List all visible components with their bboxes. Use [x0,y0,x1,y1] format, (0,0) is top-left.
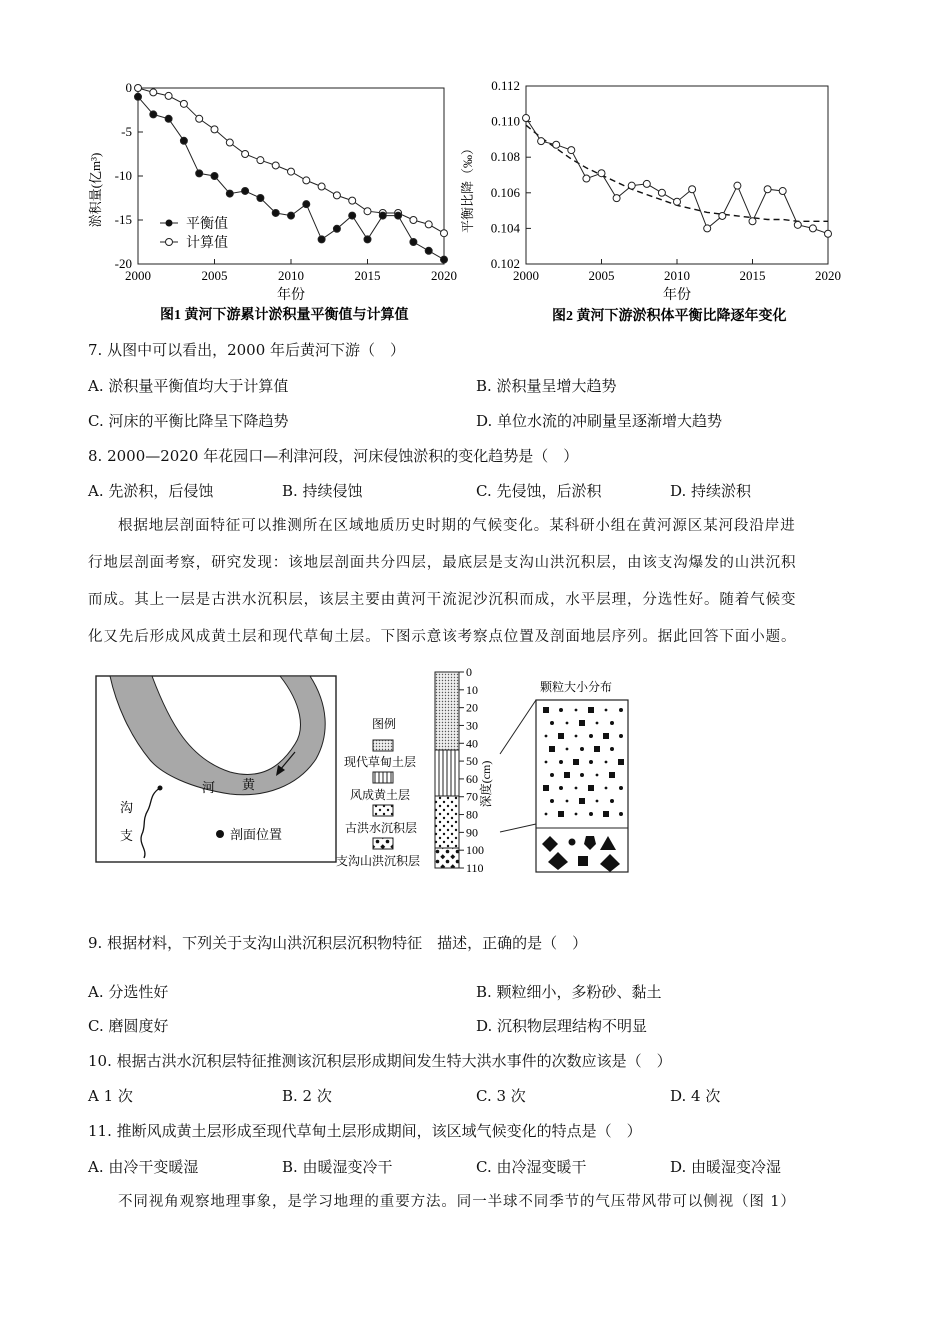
grain-size-title: 颗粒大小分布 [540,680,613,694]
q10-option-d[interactable]: D. 4 次 [670,1087,721,1105]
stratigraphic-column [435,672,459,868]
q7-option-c[interactable]: C. 河床的平衡比降呈下降趋势 [88,412,289,430]
q8-option-c[interactable]: C. 先侵蚀，后淤积 [476,482,602,500]
fig1-calc-point-2010 [288,168,295,175]
site-map-and-profile [90,664,640,878]
passage-line-4: 化又先后形成风成黄土层和现代草甸土层。下图示意该考察点位置及剖面地层序列。据此回答下面小题。 [88,629,797,645]
f1-xtick-label-3: 2015 [354,268,381,283]
fig1-calc-point-2008 [257,157,264,164]
q11-option-a[interactable]: A. 由冷干变暖湿 [88,1158,199,1176]
fig1-calc-point-2007 [242,151,249,158]
q9-stem: 9. 根据材料，下列关于支沟山洪沉积层沉积物特征 描述，正确的是（ ） [88,934,588,952]
fig1-ylabel: 淤积量(亿m³) [88,152,103,228]
f2-xtick-label-0: 2000 [513,268,539,283]
gully-label-2: 支 [120,828,134,843]
q11-option-c[interactable]: C. 由冷湿变暖干 [476,1158,587,1176]
fig2-ylabel: 平衡比降（‰） [460,141,475,233]
fig1-balance-point-2000 [135,93,142,100]
fig1-balance-point-2005 [211,173,218,180]
fig1-calc-point-2011 [303,177,310,184]
q11-stem: 11. 推断风成黄土层形成至现代草甸土层形成期间，该区域气候变化的特点是（ ） [88,1122,642,1140]
fig2-gradient-point-2018 [794,221,801,228]
fig1-balance-point-2019 [425,247,432,254]
passage-line-1: 根据地层剖面特征可以推测所在区域地质历史时期的气候变化。某科研小组在黄河源区某河段沿岸进 [118,518,796,534]
fig1-calc-point-2004 [196,115,203,122]
q11-option-d[interactable]: D. 由暖湿变冷湿 [670,1158,782,1176]
fig2-gradient-point-2011 [689,186,696,193]
fig2-gradient-point-2001 [538,138,545,145]
fig2-gradient-point-2006 [613,195,620,202]
q11-option-b[interactable]: B. 由暖湿变冷干 [282,1158,393,1176]
legend-label-mountain: 支沟山洪沉积层 [336,854,421,868]
depth-tick-60: 60 [466,771,478,786]
gully-label-1: 沟 [120,800,134,815]
fig2-gradient-point-2000 [523,115,530,122]
figure-1-cumulative-sedimentation [80,78,470,328]
fig2-trend-line [526,125,828,221]
fig2-gradient-point-2008 [643,180,650,187]
f1-ytick-label-4: -20 [114,256,132,271]
fig2-xlabel: 年份 [663,288,691,303]
fig1-calc-point-2019 [425,221,432,228]
f1-xtick-label-2: 2010 [278,268,304,283]
legend-label-loess: 风成黄土层 [350,788,411,802]
profile-site-marker [216,830,224,838]
depth-axis-label: 深度(cm) [479,760,493,808]
f2-ytick-label-5: 0.112 [491,78,520,93]
f2-ytick-label-4: 0.110 [491,113,520,129]
fig2-gradient-point-2015 [749,218,756,225]
fig1-balance-point-2008 [257,195,264,202]
fig1-balance-point-2015 [364,236,371,243]
f2-ytick-label-2: 0.106 [490,184,520,200]
f2-ytick-label-1: 0.104 [490,220,520,236]
legend-label-flood: 古洪水沉积层 [345,821,418,835]
q8-option-d[interactable]: D. 持续淤积 [670,482,752,500]
depth-tick-80: 80 [466,807,478,822]
depth-tick-40: 40 [466,736,478,751]
fig1-calc-point-2000 [135,85,142,92]
q7-option-d[interactable]: D. 单位水流的冲刷量呈逐渐增大趋势 [476,412,723,430]
f2-xtick-label-4: 2020 [815,268,841,283]
fig1-calc-point-2020 [441,230,448,237]
q9-option-a[interactable]: A. 分选性好 [88,983,169,1001]
depth-tick-0: 0 [466,665,472,679]
fig1-balance-point-2012 [318,236,325,243]
fig2-caption: 图2 黄河下游淤积体平衡比降逐年变化 [552,309,787,324]
fig2-gradient-point-2010 [674,198,681,205]
depth-tick-90: 90 [466,825,478,840]
fig1-balance-point-2018 [410,239,417,246]
legend-title: 图例 [372,717,397,731]
fig1-calc-point-2003 [180,100,187,107]
legend-calc-label: 计算值 [186,236,228,251]
tail-line-1: 不同视角观察地理事象，是学习地理的重要方法。同一半球不同季节的气压带风带可以侧视（图 1） [118,1194,796,1210]
legend-balance-marker [166,220,173,227]
fig1-balance-point-2006 [226,190,233,197]
profile-site-label: 剖面位置 [230,827,283,842]
fig2-gradient-point-2013 [719,212,726,219]
q9-option-b[interactable]: B. 颗粒细小，多粉砂、黏土 [476,983,662,1001]
f2-xtick-label-1: 2005 [588,268,615,283]
depth-tick-70: 70 [466,789,478,804]
fig1-calc-point-2014 [349,197,356,204]
fig1-calc-point-2002 [165,92,172,99]
fig1-balance-point-2014 [349,212,356,219]
fig1-balance-point-2004 [196,170,203,177]
depth-tick-110: 110 [466,861,484,875]
fig2-gradient-point-2019 [809,225,816,232]
fig1-balance-point-2009 [272,209,279,216]
q10-option-a[interactable]: A 1 次 [88,1087,133,1105]
f1-ytick-label-3: -15 [114,212,132,227]
river-label-2: 黄 [242,777,256,792]
f2-xtick-label-3: 2015 [739,268,766,283]
fig1-balance-point-2010 [288,212,295,219]
fig1-calc-point-2009 [272,162,279,169]
fig1-balance-point-2011 [303,201,310,208]
figure-2-equilibrium-gradient [460,78,870,328]
fig2-gradient-point-2002 [553,141,560,148]
legend-swatch-flood [373,805,393,816]
f2-xtick-label-2: 2010 [664,268,690,283]
f1-ytick-label-1: -5 [121,124,132,139]
fig2-gradient-point-2020 [825,230,832,237]
passage-line-3: 而成。其上一层是古洪水沉积层，该层主要由黄河干流泥沙沉积而成，水平层理，分选性好。随着气候变 [88,592,797,608]
fig1-balance-point-2002 [165,115,172,122]
q8-option-a[interactable]: A. 先淤积，后侵蚀 [88,482,214,500]
fig1-balance-point-2013 [333,225,340,232]
q9-option-c[interactable]: C. 磨圆度好 [88,1017,169,1035]
depth-tick-20: 20 [466,700,478,715]
fig2-gradient-point-2007 [628,182,635,189]
fig1-balance-point-2020 [441,256,448,263]
f1-xtick-label-4: 2020 [431,268,457,283]
depth-tick-30: 30 [466,718,478,733]
legend-swatch-loess [373,772,393,783]
fig1-caption: 图1 黄河下游累计淤积量平衡值与计算值 [160,308,409,323]
fig1-balance-point-2003 [180,137,187,144]
fig1-calc-point-2018 [410,217,417,224]
fig2-gradient-point-2003 [568,147,575,154]
legend-label-meadow: 现代草甸土层 [344,755,417,769]
fig1-calc-point-2013 [333,192,340,199]
fig1-calc-point-2012 [318,183,325,190]
fig1-calc-point-2005 [211,126,218,133]
fig1-balance-point-2017 [395,212,402,219]
f2-ytick-label-3: 0.108 [490,149,520,165]
fig1-balance-line [138,97,444,260]
q10-option-c[interactable]: C. 3 次 [476,1087,526,1105]
fig1-calc-point-2001 [150,89,157,96]
q10-option-b[interactable]: B. 2 次 [282,1087,332,1105]
legend-calc-marker [166,239,173,246]
q7-stem: 7. 从图中可以看出，2000 年后黄河下游（ ） [88,341,406,359]
legend-balance-label: 平衡值 [186,217,228,232]
fig1-balance-point-2001 [150,111,157,118]
fig1-balance-point-2007 [242,187,249,194]
river-label-1: 河 [202,780,216,795]
fig1-balance-point-2016 [379,212,386,219]
fig2-gradient-point-2009 [658,189,665,196]
fig2-gradient-line [526,118,828,234]
fig2-gradient-point-2016 [764,186,771,193]
q8-stem: 8. 2000—2020 年花园口—利津河段，河床侵蚀淤积的变化趋势是（ ） [88,447,579,465]
q7-option-a[interactable]: A. 淤积量平衡值均大于计算值 [88,377,289,395]
q9-option-d[interactable]: D. 沉积物层理结构不明显 [476,1017,648,1035]
fig2-gradient-point-2014 [734,182,741,189]
fig1-calc-point-2015 [364,208,371,215]
q7-option-b[interactable]: B. 淤积量呈增大趋势 [476,377,617,395]
passage-line-2: 行地层剖面考察，研究发现：该地层剖面共分四层，最底层是支沟山洪沉积层，由该支沟爆发的山洪沉积 [88,555,797,571]
fig2-gradient-point-2004 [583,175,590,182]
legend-swatch-meadow [373,740,393,751]
fig1-calc-point-2006 [226,139,233,146]
f1-xtick-label-0: 2000 [125,268,151,283]
fig1-xlabel: 年份 [277,288,305,303]
depth-tick-10: 10 [466,682,478,697]
depth-tick-50: 50 [466,754,478,769]
f2-ytick-label-0: 0.102 [490,256,520,271]
fig2-gradient-point-2017 [779,188,786,195]
q8-option-b[interactable]: B. 持续侵蚀 [282,482,363,500]
f1-ytick-label-2: -10 [114,168,132,183]
depth-tick-100: 100 [466,843,484,858]
fig2-gradient-point-2005 [598,170,605,177]
legend-swatch-mountain [373,838,393,849]
q10-stem: 10. 根据古洪水沉积层特征推测该沉积层形成期间发生特大洪水事件的次数应该是（ ） [88,1052,672,1070]
f1-xtick-label-1: 2005 [201,268,228,283]
f1-ytick-label-0: 0 [125,80,132,95]
fig2-gradient-point-2012 [704,225,711,232]
